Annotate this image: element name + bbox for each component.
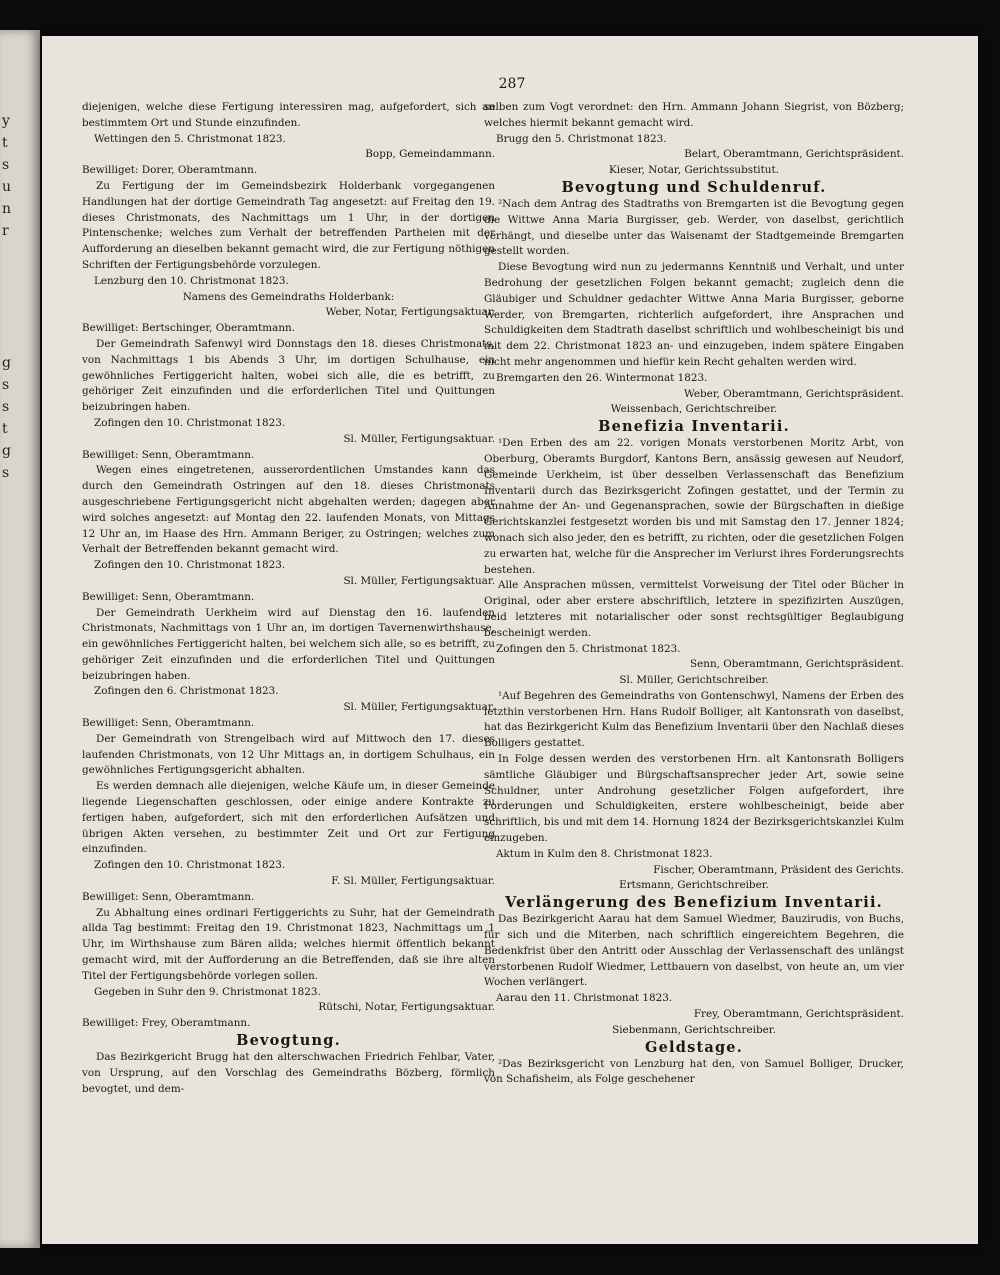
notice-signature: Weissenbach, Gerichtschreiber. bbox=[610, 403, 778, 416]
notice-approval: Bewilliget: Senn, Oberamtmann. bbox=[82, 717, 255, 730]
notice-place-date: Bremgarten den 26. Wintermonat 1823. bbox=[496, 371, 708, 384]
section-heading: Bevogtung. bbox=[236, 1032, 341, 1050]
notice-text: Wegen eines eingetretenen, ausserordentlichen Umstandes kann das durch den Gemeindrath Ostringen auf den 18. dieses Christmonats ausgeschriebene Fertigungsgericht nicht abgehalten werden; dagegen aber wird solches angesetzt: auf Montag den 22. laufenden Monats, von Mittags 12 Uhr an, im Haase des Hrn. Ammann Beriger, zu Ostringen; welches zum Verhalt der Betreffenden bekannt gemacht wird. bbox=[82, 464, 495, 556]
adjacent-page-letter: s bbox=[2, 399, 10, 415]
notice-approval: Bewilliget: Dorer, Oberamtmann. bbox=[82, 164, 258, 177]
notice-place-date: Zofingen den 10. Christmonat 1823. bbox=[94, 559, 286, 572]
right-column bbox=[484, 100, 904, 1088]
notice-signature: Sl. Müller, Fertigungsaktuar. bbox=[343, 432, 495, 445]
notice-signature: Weber, Oberamtmann, Gerichtspräsident. bbox=[684, 387, 904, 400]
notice-signature: Kieser, Notar, Gerichtssubstitut. bbox=[609, 164, 779, 177]
notice-signature: Namens des Gemeindraths Holderbank: bbox=[182, 290, 395, 303]
adjacent-page-edge bbox=[0, 30, 40, 1248]
notice-place-date: Aarau den 11. Christmonat 1823. bbox=[496, 992, 673, 1005]
notice-signature: Sl. Müller, Gerichtschreiber. bbox=[619, 674, 769, 687]
adjacent-page-letter: n bbox=[2, 201, 12, 217]
notice-place-date: Wettingen den 5. Christmonat 1823. bbox=[94, 132, 286, 145]
adjacent-page-letter: s bbox=[2, 157, 10, 173]
notice-text: Zu Abhaltung eines ordinari Fertiggerichts zu Suhr, hat der Gemeindrath allda Tag bestimmt: Freitag den 19. Christmonat 1823, Nachmittags um 1 Uhr, im Wirthshause zum Bären allda; welches hiermit öffentlich bekannt gemacht wird, mit der Aufforderung an die Betreffenden, daß sie ihre alten Titel der Fertigungsbehörde vorlegen sollen. bbox=[82, 906, 495, 982]
notice-text: ²Das Bezirksgericht von Lenzburg hat den, von Samuel Bolliger, Drucker, von Schafisheim, als Folge geschehener bbox=[484, 1057, 904, 1086]
section-heading: Bevogtung und Schuldenruf. bbox=[561, 178, 827, 196]
adjacent-page-letter: u bbox=[2, 179, 12, 195]
page-number: 287 bbox=[498, 76, 526, 92]
adjacent-page-letter: g bbox=[2, 443, 11, 459]
notice-signature: Weber, Notar, Fertigungsaktuar. bbox=[325, 306, 495, 319]
notice-signature: Siebenmann, Gerichtschreiber. bbox=[612, 1023, 776, 1036]
notice-place-date: Gegeben in Suhr den 9. Christmonat 1823. bbox=[94, 985, 321, 998]
notice-approval: Bewilliget: Frey, Oberamtmann. bbox=[82, 1017, 251, 1030]
notice-signature: F. Sl. Müller, Fertigungsaktuar. bbox=[331, 875, 495, 888]
notice-signature: Fischer, Oberamtmann, Präsident des Gerichts. bbox=[653, 863, 904, 876]
adjacent-page-letter: r bbox=[2, 223, 9, 239]
notice-place-date: Zofingen den 5. Christmonat 1823. bbox=[496, 642, 681, 655]
notice-place-date: Zofingen den 10. Christmonat 1823. bbox=[94, 416, 286, 429]
adjacent-page-letter: g bbox=[2, 355, 11, 371]
notice-text: Das Bezirkgericht Aarau hat dem Samuel Wiedmer, Bauzirudis, von Buchs, für sich und die Miterben, nach schriftlich eingereichtem Begehren, die Bedenkfrist über den Antritt oder Ausschlag der Verlassenschaft des unlängst verstorbenen Rudolf Wiedmer, Lettbauern von daselbst, von heute an, um vier Wochen verlängert. bbox=[484, 913, 904, 989]
section-heading: Benefizia Inventarii. bbox=[598, 418, 790, 436]
notice-text: diejenigen, welche diese Fertigung interessiren mag, aufgefordert, sich an bestimmtem Ort und Stunde einzufinden. bbox=[82, 101, 495, 129]
adjacent-page-letter: t bbox=[2, 421, 8, 437]
notice-signature: Bopp, Gemeindammann. bbox=[365, 148, 495, 161]
notice-text: ²Nach dem Antrag des Stadtraths von Bremgarten ist die Bevogtung gegen die Wittwe Anna Maria Burgisser, geb. Werder, von daselbst, gerichtlich verhängt, und dieselbe unter das Waisenamt der Stadtgemeinde Bremgarten gestellt worden. bbox=[484, 197, 904, 258]
notice-signature: Senn, Oberamtmann, Gerichtspräsident. bbox=[689, 658, 904, 671]
notice-place-date: Brugg den 5. Christmonat 1823. bbox=[496, 132, 667, 145]
left-column bbox=[82, 100, 495, 1097]
notice-text: Alle Ansprachen müssen, vermittelst Vorweisung der Titel oder Bücher in Original, oder aber erstere abschriftlich, letztere in spezifizirten Auszügen, beid letzteres mit notarialischer oder sonst rechtsgültiger Beglaubigung bescheinigt werden. bbox=[484, 579, 904, 639]
notice-text: Zu Fertigung der im Gemeindsbezirk Holderbank vorgegangenen Handlungen hat der dortige Gemeindrath Tag angesetzt: auf Freitag den 19. dieses Christmonats, des Nachmittags um 1 Uhr, in der dortigen Pintenschenke; welches zum Verhalt der betreffenden Partheien mit der Aufforderung an dieselben bekannt gemacht wird, die zur Fertigung nöthigen Schriften der Fertigungsbehörde vorzulegen. bbox=[82, 179, 495, 271]
adjacent-page-letters bbox=[2, 110, 20, 484]
notice-text: ¹Auf Begehren des Gemeindraths von Gontenschwyl, Namens der Erben des letzthin verstorbenen Hrn. Hans Rudolf Bolliger, alt Kantonsrath von daselbst, hat das Bezirkgericht Kulm das Benefizium Inventarii über den Nachlaß dieses Bolligers gestattet. bbox=[484, 689, 904, 750]
notice-text: Der Gemeindrath Uerkheim wird auf Dienstag den 16. laufenden Christmonats, Nachmittags von 1 Uhr an, im dortigen Tavernenwirthshause, ein gewöhnliches Fertiggericht halten, bei welchem sich alle, so es betrifft, zu gehöriger Zeit einzufinden und die erforderlichen Titel und Quittungen beizubringen haben. bbox=[82, 606, 495, 682]
adjacent-page-letter: t bbox=[2, 135, 8, 151]
notice-text: selben zum Vogt verordnet: den Hrn. Ammann Johann Siegrist, von Bözberg; welches hiermit bekannt gemacht wird. bbox=[484, 101, 904, 129]
notice-text: In Folge dessen werden des verstorbenen Hrn. alt Kantonsrath Bolligers sämtliche Gläubiger und Bürgschaftsansprecher jeder Art, sowie seine Schuldner, unter Androhung gesetzlicher Folgen aufgefordert, ihre Forderungen und Schuldigkeiten, erstere wohlbescheinigt, beide aber schriftlich, bis und mit dem 14. Hornung 1824 der Bezirksgerichtskanzlei Kulm einzugeben. bbox=[484, 753, 904, 845]
section-heading: Geldstage. bbox=[645, 1038, 743, 1056]
notice-signature: Frey, Oberamtmann, Gerichtspräsident. bbox=[693, 1008, 904, 1021]
notice-signature: Ertsmann, Gerichtschreiber. bbox=[619, 879, 769, 892]
page bbox=[42, 36, 978, 1244]
notice-approval: Bewilliget: Senn, Oberamtmann. bbox=[82, 890, 255, 903]
adjacent-page-letter: s bbox=[2, 377, 10, 393]
notice-approval: Bewilliget: Bertschinger, Oberamtmann. bbox=[82, 322, 296, 335]
notice-text: Das Bezirkgericht Brugg hat den alterschwachen Friedrich Fehlbar, Vater, von Ursprung, auf den Vorschlag des Gemeindraths Bözberg, förmlich bevogtet, und dem- bbox=[82, 1051, 495, 1095]
adjacent-page-letter: s bbox=[2, 465, 10, 481]
notice-text: Es werden demnach alle diejenigen, welche Käufe um, in dieser Gemeinde liegende Liegenschaften geschlossen, oder einige andere Kontrakte zu fertigen haben, aufgefordert, sich mit den erforderlichen Aufsätzen und übrigen Akten versehen, zu bestimmter Zeit und Ort zur Fertigung einzufinden. bbox=[82, 780, 495, 856]
adjacent-page-letter: y bbox=[2, 113, 10, 129]
section-heading: Verlängerung des Benefizium Inventarii. bbox=[505, 894, 883, 912]
notice-place-date: Lenzburg den 10. Christmonat 1823. bbox=[94, 274, 289, 287]
notice-text: Der Gemeindrath Safenwyl wird Donnstags den 18. dieses Christmonats, von Nachmittags 1 bis Abends 3 Uhr, im dortigen Schulhause, ein gewöhnliches Fertiggericht halten, wobei sich alle, die es betrifft, zu gehöriger Zeit einzufinden und die erforderlichen Titel und Quittungen beizubringen haben. bbox=[82, 337, 495, 414]
notice-place-date: Aktum in Kulm den 8. Christmonat 1823. bbox=[496, 847, 713, 860]
notice-place-date: Zofingen den 6. Christmonat 1823. bbox=[94, 685, 279, 698]
notice-signature: Belart, Oberamtmann, Gerichtspräsident. bbox=[684, 148, 904, 161]
notice-text: Diese Bevogtung wird nun zu jedermanns Kenntniß und Verhalt, und unter Bedrohung der gesetzlichen Folgen bekannt gemacht; zugleich denn die Gläubiger und Schuldner gedachter Wittwe Anna Maria Burgisser, geborne Werder, von Bremgarten, richterlich aufgefordert, ihre Ansprachen und Schuldigkeiten dem Stadtrath daselbst schriftlich und wohlbescheinigt bis und mit dem 22. Christmonat 1823 an- und einzugeben, indem spätere Eingaben nicht mehr angenommen und hiefür kein Recht gehalten werden wird. bbox=[484, 261, 904, 368]
notice-place-date: Zofingen den 10. Christmonat 1823. bbox=[94, 859, 286, 872]
notice-approval: Bewilliget: Senn, Oberamtmann. bbox=[82, 590, 255, 603]
notice-signature: Sl. Müller, Fertigungsaktuar. bbox=[343, 701, 495, 714]
notice-signature: Sl. Müller, Fertigungsaktuar. bbox=[343, 574, 495, 587]
notice-text: ¹Den Erben des am 22. vorigen Monats verstorbenen Moritz Arbt, von Oberburg, Oberamts Burgdorf, Kantons Bern, ansässig gewesen auf Neudorf, Gemeinde Uerkheim, ist über desselben Verlassenschaft das Benefizium Inventarii durch das Bezirksgericht Zofingen gestattet, und der Termin zu Annahme der An- und Gegenansprachen, sowie der Bürgschaften in dießige Gerichtskanzlei festgesetzt worden bis und mit Samstag den 17. Jenner 1824; wonach sich also jeder, den es betrifft, zu richten, oder die gesetzlichen Folgen zu erwarten hat, welche für die Ansprecher im Verlurst ihres Forderungsrechts bestehen. bbox=[484, 437, 904, 576]
notice-signature: Rütschi, Notar, Fertigungsaktuar. bbox=[318, 1001, 495, 1014]
notice-text: Der Gemeindrath von Strengelbach wird auf Mittwoch den 17. dieses laufenden Christmonats, von 12 Uhr Mittags an, in dortigem Schulhaus, ein gewöhnliches Fertigungsgericht abhalten. bbox=[82, 732, 495, 777]
notice-approval: Bewilliget: Senn, Oberamtmann. bbox=[82, 448, 255, 461]
